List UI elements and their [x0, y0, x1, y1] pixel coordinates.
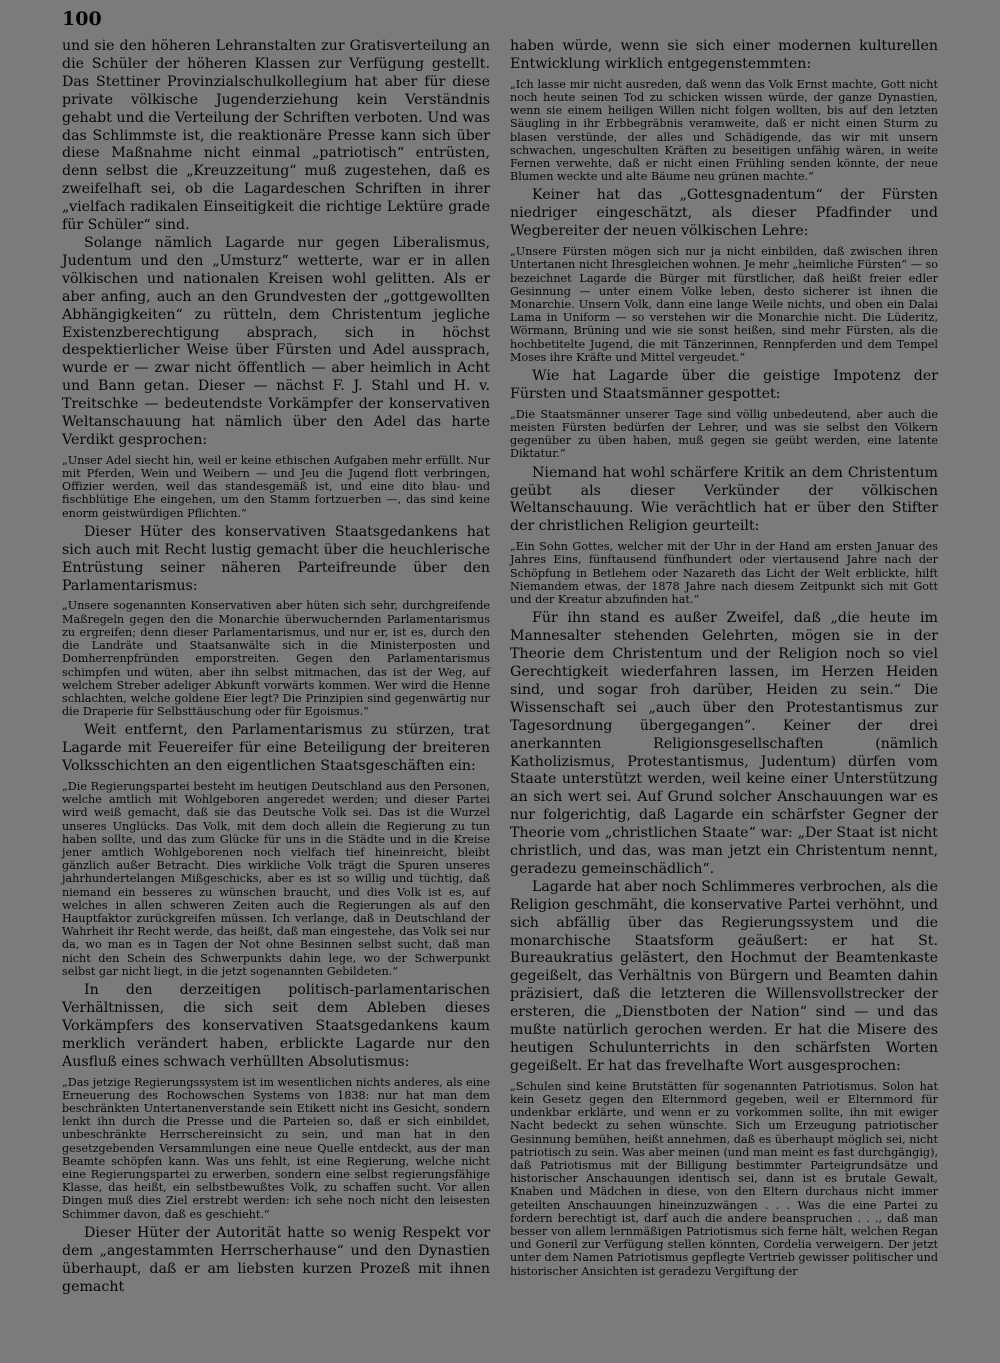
page-number: 100 — [62, 8, 102, 30]
body-paragraph: In den derzeitigen politisch-parlamentarischen Verhältnissen, die sich seit dem Ableben dieses Vorkämpfers des konservativen Staatsgedankens kaum merklich verändert haben, erblickte Lagarde nur den Ausfluß eines schwach verhüllten Absolutismus: — [62, 982, 490, 1070]
body-paragraph: und sie den höheren Lehranstalten zur Gratisverteilung an die Schüler der höheren Klassen zur Verfügung gestellt. Das Stettiner Provinzialschulkollegium hat aber für diese private völkische Jugenderziehung kein Verständnis gehabt und die Verteilung der Schriften verboten. Und was das Schlimmste ist, die reaktionäre Presse kann sich über diese Maßnahme nicht einmal „patriotisch“ entrüsten, denn selbst die „Kreuzzeitung“ muß zugestehen, daß es zweifelhaft sei, ob die Lagardeschen Schriften in ihrer „vielfach radikalen Einseitigkeit die richtige Lektüre grade für Schüler“ sind. — [62, 38, 490, 234]
block-quote: „Unsere Fürsten mögen sich nur ja nicht einbilden, daß zwischen ihren Untertanen nicht Ihresgleichen wohnen. Je mehr „heimliche Fürsten“ — so bezeichnet Lagarde die Bürger mit fürstlicher, daß heißt freier edler Gesinnung — unter einem Volke leben, desto sicherer ist ihnen die Monarchie. Unsern Volk, dann eine lange Weile nichts, und oben ein Dalai Lama in Uniform — so verstehen wir die Monarchie nicht. Die Lüderitz, Wörmann, Brüning und wie sie sonst heißen, sind mehr Fürsten, als die hochbetitelte Jugend, die mit Tänzerinnen, Rennpferden und dem Tempel Moses ihre Kräfte und Mittel vergeudet.“ — [510, 245, 938, 364]
body-paragraph: Lagarde hat aber noch Schlimmeres verbrochen, als die Religion geschmäht, die konservative Partei verhöhnt, und sich abfällig über das Regierungssystem und die monarchische Staatsform geäußert: er hat St. Bureaukratius gelästert, den Hochmut der Beamtenkaste gegeißelt, das Verhältnis von Bürgern und Beamten dahin präzisiert, daß die letzteren die Willensvollstrecker der ersteren, die „Dienstboten der Nation“ sind — und das mußte natürlich gerochen werden. Er hat die Misere des heutigen Schulunterrichts in den schärfsten Worten gegeißelt. Er hat das frevelhafte Wort ausgesprochen: — [510, 878, 938, 1074]
left-column — [62, 38, 490, 1296]
body-paragraph: Solange nämlich Lagarde nur gegen Liberalismus, Judentum und den „Umsturz“ wetterte, war er in allen völkischen und nationalen Kreisen wohl gelitten. Als er aber anfing, auch an den Grundvesten der „gottgewollten Abhängigkeiten“ zu rütteln, dem Christentum jegliche Existenzberechtigung absprach, sich in höchst despektierlicher Weise über Fürsten und Adel aussprach, wurde er — zwar nicht öffentlich — aber heimlich in Acht und Bann getan. Dieser — nächst F. J. Stahl und H. v. Treitschke — bedeutendste Vorkämpfer der konservativen Weltanschauung hat nämlich über den Adel das harte Verdikt gesprochen: — [62, 234, 490, 448]
block-quote: „Unser Adel siecht hin, weil er keine ethischen Aufgaben mehr erfüllt. Nur mit Pferden, Wein und Weibern — und Jeu die Jugend flott verbringen, Offizier werden, weil das standesgemäß ist, und eine dito blau- und fischblütige Ehe eingehen, um den Stamm fortzuerben —, das sind keine enorm geistwürdigen Pflichten.“ — [62, 453, 490, 520]
block-quote: „Ein Sohn Gottes, welcher mit der Uhr in der Hand am ersten Januar des Jahres Eins, fünftausend fünfhundert oder viertausend Jahre nach der Schöpfung in Betlehem oder Nazareth das Licht der Welt erblickte, hilft Niemandem etwas, der 1878 Jahre nach diesem Zeitpunkt sich mit Gott und der Kreatur abzufinden hat.“ — [510, 540, 938, 607]
body-paragraph: Dieser Hüter der Autorität hatte so wenig Respekt vor dem „angestammten Herrscherhause“ und den Dynastien überhaupt, daß er am liebsten kurzen Prozeß mit ihnen gemacht — [62, 1224, 490, 1295]
right-column — [510, 38, 938, 1282]
block-quote: „Ich lasse mir nicht ausreden, daß wenn das Volk Ernst machte, Gott nicht noch heute seinen Tod zu schicken wissen würde, der ganze Dynastien, wenn sie einem heiligen Willen nicht folgen wollten, bis auf den letzten Säugling in ihr Erbbegräbnis veramweite, daß er nicht einen Sturm zu blasen verstünde, der alles und Schädigende, das wir mit unsern schwachen, ungeschulten Kräften zu beseitigen unfähig wären, in weite Fernen verwehte, daß er nicht einen Frühling senden könnte, der neue Blumen weckte und alte Bäume neu grünen machte.“ — [510, 77, 938, 184]
body-paragraph: haben würde, wenn sie sich einer modernen kulturellen Entwicklung wirklich entgegenstemmten: — [510, 38, 938, 72]
body-paragraph: Niemand hat wohl schärfere Kritik an dem Christentum geübt als dieser Verkünder der völkischen Weltanschauung. Wie verächtlich hat er über den Stifter der christlichen Religion geurteilt: — [510, 464, 938, 535]
block-quote: „Das jetzige Regierungssystem ist im wesentlichen nichts anderes, als eine Erneuerung des Rochowschen Systems von 1838: nur hat man dem beschränkten Untertanenverstande sein Etikett nicht ins Gesicht, sondern lenkt ihn durch die Presse und die Parteien so, daß er sich einbildet, unbeschränkte Herrschereinsicht zu sein, und man hat in den gesetzgebenden Versammlungen eine neue Quelle entdeckt, aus der man Beamte schöpfen kann. Was uns fehlt, ist eine Regierung, welche nicht eine Regierungspartei zu erwerben, sondern eine selbst regierungsfähige Klasse, das heißt, ein selbstbewußtes Volk, zu schaffen sucht. Vor allen Dingen muß dies Ziel erstrebt werden: ich sehe noch nicht den leisesten Schimmer davon, daß es geschieht.“ — [62, 1075, 490, 1221]
block-quote: „Die Staatsmänner unserer Tage sind völlig unbedeutend, aber auch die meisten Fürsten bedürfen der Lehrer, und was sie selbst den Völkern gegenüber zu üben haben, muß gegen sie geübt werden, eine latente Diktatur.“ — [510, 407, 938, 461]
body-paragraph: Keiner hat das „Gottesgnadentum“ der Fürsten niedriger eingeschätzt, als dieser Pfadfinder und Wegbereiter der neuen völkischen Lehre: — [510, 187, 938, 240]
body-paragraph: Dieser Hüter des konservativen Staatsgedankens hat sich auch mit Recht lustig gemacht über die heuchlerische Entrüstung seiner näheren Parteifreunde über den Parlamentarismus: — [62, 523, 490, 594]
body-paragraph: Für ihn stand es außer Zweifel, daß „die heute im Mannesalter stehenden Gelehrten, mögen sie in der Theorie dem Christentum und der Religion noch so viel Gerechtigkeit wiederfahren lassen, im Herzen Heiden sind, und sogar froh darüber, Heiden zu sein.“ Die Wissenschaft sei „auch über den Protestantismus zur Tagesordnung übergegangen“. Keiner der drei anerkannten Religionsgesellschaften (nämlich Katholizismus, Protestantismus, Judentum) dürfen vom Staate unterstützt werden, weil keine einer Unterstützung an sich wert sei. Auf Grund solcher Anschauungen war es nur folgerichtig, daß Lagarde ein schärfster Gegner der Theorie vom „christlichen Staate“ war: „Der Staat ist nicht christlich, und das, was man jetzt ein Christentum nennt, geradezu gemeinschädlich“. — [510, 610, 938, 877]
body-paragraph: Wie hat Lagarde über die geistige Impotenz der Fürsten und Staatsmänner gespottet: — [510, 367, 938, 402]
block-quote: „Die Regierungspartei besteht im heutigen Deutschland aus den Personen, welche amtlich mit Wohlgeboren angeredet werden; und dieser Partei wird weiß gemacht, daß sie das Deutsche Volk sei. Das ist die Wurzel unseres Unglücks. Das Volk, mit dem doch allein die Regierung zu tun haben sollte, und das zum Glücke für uns in die Städte und in die Kreise jener amtlich Wohlgeborenen noch vielfach tief hineinreicht, bleibt gänzlich außer Betracht. Dies wirkliche Volk trägt die Spuren unseres jahrhundertelangen Mißgeschicks, aber es ist so willig und tüchtig, daß niemand ein besseres zu wünschen braucht, und dies Volk ist es, auf welches in allen schweren Zeiten auch die Regierungen als auf den Hauptfaktor zurückgreifen müssen. Ich verlange, daß in Deutschland der Wahrheit ihr Recht werde, das heißt, daß man eingestehe, das Volk sei nur da, wo man es in Tagen der Not ohne Besinnen selbst sucht, daß man nicht den Schein des Schwerpunkts dahin lege, wo der Schwerpunkt selbst gar nicht liegt, in die jetzt sogenannten Gebildeten.“ — [62, 780, 490, 978]
block-quote: „Unsere sogenannten Konservativen aber hüten sich sehr, durchgreifende Maßregeln gegen den die Monarchie überwuchernden Parlamentarismus zu ergreifen; denn dieser Parlamentarismus, und nur er, ist es, durch den die Landräte und Staatsanwälte sich in die Ministerposten und Domherrenpfründen emporstreiten. Gegen den Parlamentarismus schimpfen und wüten, aber ihn selbst mitmachen, das ist der Weg, auf welchem Streber adeliger Abkunft vorwärts kommen. Wer wird die Henne schlachten, welche goldene Eier legt? Die Prinzipien sind gegenwärtig nur die Draperie für Selbsttäuschung oder für Egoismus.“ — [62, 599, 490, 719]
block-quote: „Schulen sind keine Brutstätten für sogenannten Patriotismus. Solon hat kein Gesetz gegen den Elternmord gegeben, weil er Elternmord für undenkbar erklärte, und wenn er zu vorkommen sollte, ihn mit ewiger Nacht bedeckt zu sehen wünschte. Sich um Erzeugung patriotischer Gesinnung bemühen, heißt annehmen, daß es überhaupt möglich sei, nicht patriotisch zu sein. Was aber meinen (und man meint es fast durchgängig), daß Patriotismus mit der Billigung bestimmter Parteigrundsätze und historischer Anschauungen identisch sei, dann ist es brutale Gewalt, Knaben und Mädchen in diese, von den Eltern durchaus nicht immer geteilten Anschauungen hineinzuzwängen . . . Was die eine Partei zu fordern berechtigt ist, darf auch die andere beanspruchen . . ., daß man besser von allem lernmäßigen Patriotismus sich ferne hält, welchen Regan und Goneril zur Verfügung stellen könnten, Cordelia verweigern. Der jetzt unter dem Namen Patriotismus gepflegte Vertrieb gewisser politischer und historischer Ansichten ist geradezu Vergiftung der — [510, 1079, 938, 1278]
body-paragraph: Weit entfernt, den Parlamentarismus zu stürzen, trat Lagarde mit Feuereifer für eine Beteiligung der breiteren Volksschichten an den eigentlichen Staatsgeschäften ein: — [62, 722, 490, 775]
